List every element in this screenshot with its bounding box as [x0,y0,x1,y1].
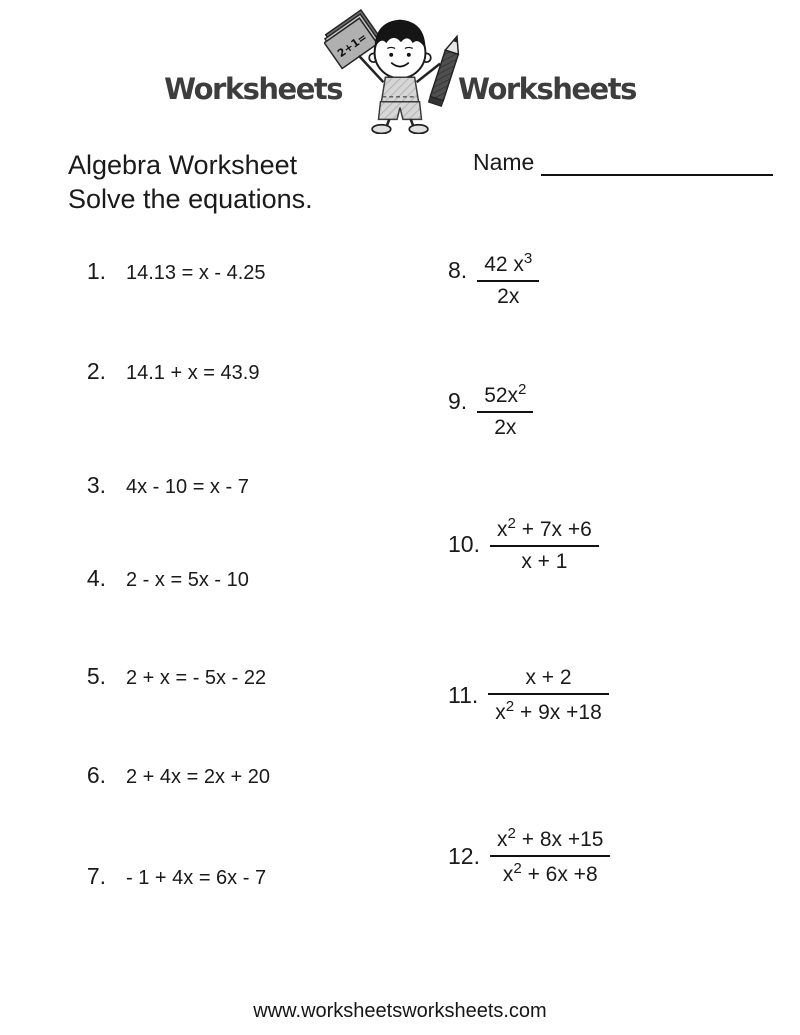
problem-equation: 4x - 10 = x - 7 [126,476,249,498]
fraction-denominator: $x^2 + 9x +18$ [488,693,608,725]
problem-row [448,515,599,574]
name-block [473,148,773,176]
problem-equation: 2 + x = - 5x - 22 [126,667,267,689]
problem-number: 6. [86,762,106,788]
fraction [477,250,539,309]
problem-number: 1. [86,258,106,284]
logo-word-left: Worksheets [164,72,342,106]
fraction [477,381,533,440]
problem-row [448,666,609,725]
fraction [488,666,608,725]
problem-number: 7. [86,863,106,889]
problem-number: 10. [448,531,480,557]
fraction-numerator: $x^2 + 7x +6$ [496,515,592,541]
problem-equation: - 1 + 4x = 6x - 7 [126,867,267,889]
fraction-denominator: $x^2 + 6x +8$ [490,855,610,887]
fraction-numerator: 42 $x^3$ [484,250,533,276]
problem-number: 9. [448,388,468,414]
problem-row [50,565,249,592]
shorts [378,102,421,120]
problem-equation: 2 + 4x = 2x + 20 [126,766,270,788]
right-eye [407,53,411,57]
page-title: Algebra Worksheet [68,150,298,180]
problem-row [50,663,266,690]
fraction-denominator: x + 1 [490,545,599,574]
fraction-numerator: x + 2 [525,666,572,689]
shirt [381,77,418,101]
problem-row [50,863,266,890]
left-shoe [372,125,391,134]
left-eye [389,53,393,57]
problem-row [50,762,270,789]
problem-number: 2. [86,358,106,384]
page-subtitle: Solve the equations. [68,184,313,214]
title-block [68,148,313,216]
problem-row [50,472,249,499]
problem-equation: 14.1 + x = 43.9 [126,362,260,384]
problem-equation: 2 - x = 5x - 10 [126,569,249,591]
problem-row [448,250,539,309]
fraction [490,515,599,574]
problem-row [448,381,533,440]
problem-number: 4. [86,565,106,591]
fraction-numerator: $x^2 + 8x +15$ [496,825,604,851]
problem-number: 5. [86,663,106,689]
footer-url: www.worksheetsworksheets.com [253,1000,547,1022]
problem-number: 11. [448,682,479,708]
problem-number: 3. [86,472,106,498]
problem-row [448,825,610,887]
fraction [490,825,610,887]
name-label: Name [473,149,535,175]
problem-row [50,358,259,385]
name-blank-line [541,148,773,176]
problem-equation: 14.13 = x - 4.25 [126,262,266,284]
logo-word-right: Worksheets [458,72,636,106]
boy-with-books-and-pencil-icon [324,2,476,134]
right-shoe [409,125,428,134]
fraction-denominator: 2x [477,280,539,309]
fraction-numerator: $52x^2$ [484,381,527,407]
problem-number: 8. [448,257,468,283]
fraction-denominator: 2x [477,411,533,440]
problem-row [50,258,266,285]
problem-number: 12. [448,842,480,869]
logo [0,2,800,134]
book-label: 2+1= [334,30,370,61]
